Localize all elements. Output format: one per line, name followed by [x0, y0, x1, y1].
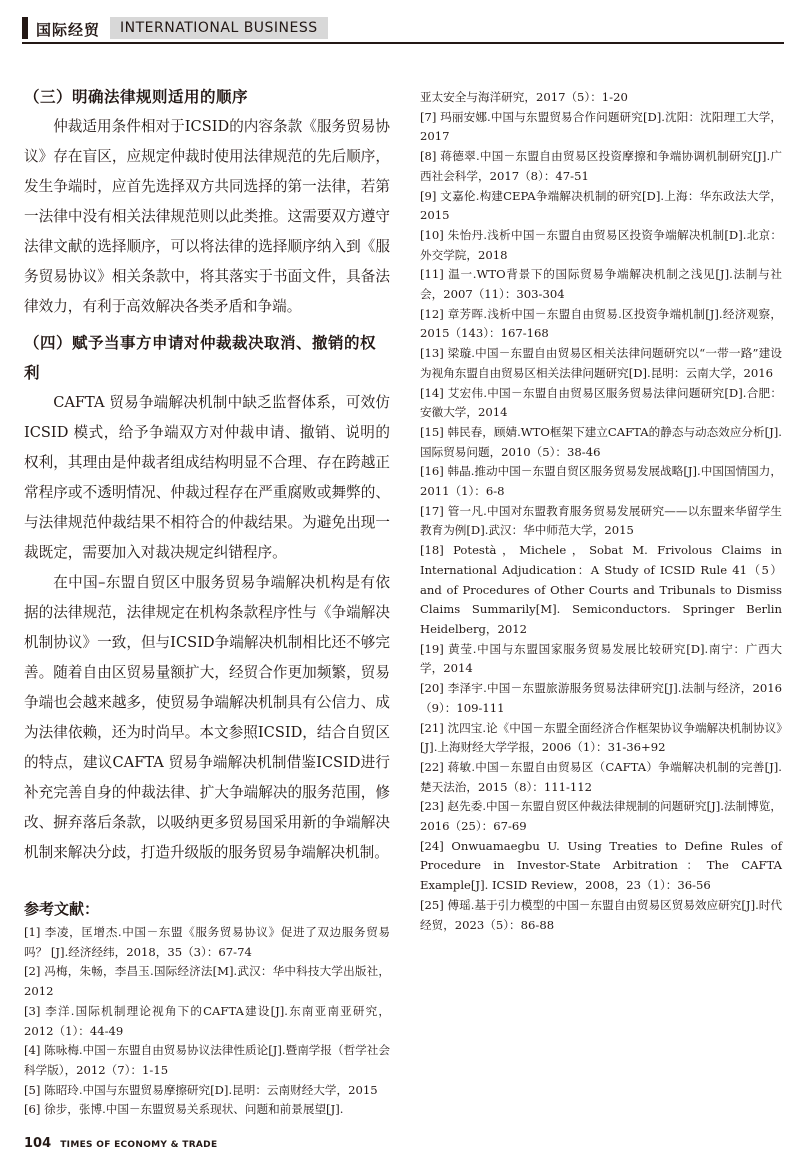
paragraph-2: CAFTA 贸易争端解决机制中缺乏监督体系，可效仿ICSID 模式，给予争端双方对仲裁申请、撤销、说明的权利，其理由是仲裁者组成结构明显不合理、存在跨越正常程序或不透明情况、仲裁过程存在严重腐败或舞弊的、与法律规范仲裁结果不相符合的仲裁结果。为避免出现一裁既定，需要加入对裁决规定纠错程序。 [24, 394, 390, 561]
reference-item: [9] 文嘉伦.构建CEPA争端解决机制的研究[D].上海：华东政法大学，2015 [420, 188, 782, 223]
reference-item: [14] 艾宏伟.中国－东盟自由贸易区服务贸易法律问题研究[D].合肥：安徽大学，2014 [420, 385, 782, 420]
reference-item: [24] Onwuamaegbu U. Using Treaties to Define Rules of Procedure in Investor-State Arbitration：The CAFTA Example[J]. ICSID Review，2008，23（1）：36-56 [420, 838, 782, 893]
reference-item: [7] 玛丽安娜.中国与东盟贸易合作问题研究[D].沈阳：沈阳理工大学，2017 [420, 109, 782, 144]
journal-name: TIMES OF ECONOMY & TRADE [60, 1140, 218, 1150]
reference-item: [2] 冯梅，朱畅，李昌玉.国际经济法[M].武汉：华中科技大学出版社，2012 [24, 964, 390, 999]
reference-item: [8] 蒋德翠.中国－东盟自由贸易区投资摩擦和争端协调机制研究[J].广西社会科学，2017（8）：47-51 [420, 149, 782, 183]
subsection-heading-3: （三）明确法律规则适用的顺序 [24, 87, 249, 106]
paragraph-3: 在中国–东盟自贸区中服务贸易争端解决机构是有依据的法律规范，法律规定在机构条款程序性与《争端解决机制协议》一致，但与ICSID争端解决机制相比还不够完善。随着自由区贸易量额扩大，经贸合作更加频繁，贸易争端也会越来越多，使贸易争端解决机制具有公信力、成为法律依赖，还为时尚早。本文参照ICSID，结合自贸区的特点，建议CAFTA 贸易争端解决机制借鉴ICSID进行补充完善自身的仲裁法律、扩大争端解决的服务范围，修改、摒弃落后条款，以吸纳更多贸易国采用新的争端解决机制来解决分歧，打造升级版的服务贸易争端解决机制。 [24, 574, 390, 861]
reference-item: [15] 韩民春，顾婧.WTO框架下建立CAFTA的静态与动态效应分析[J].国际贸易问题，2010（5）：38-46 [420, 424, 782, 459]
reference-item: [17] 管一凡.中国对东盟教育服务贸易发展研究——以东盟来华留学生教育为例[D].武汉：华中师范大学，2015 [420, 503, 782, 538]
subsection-heading-4: （四）赋予当事方申请对仲裁裁决取消、撤销的权利 [24, 333, 377, 382]
reference-item: [18] Potestà，Michele，Sobat M. Frivolous Claims in International Adjudication：A Study of ICSID Rule 41（5） and of Procedures of Other Courts and Tribunals to Dismiss Claims Summarily[M]. Semiconductors. Springer Berlin Heidelberg，2012 [420, 543, 782, 636]
page-header [22, 15, 784, 41]
section-title-cn: 国际经贸 [36, 21, 101, 39]
reference-item: [22] 蒋敏.中国－东盟自由贸易区（CAFTA）争端解决机制的完善[J].楚天法治，2015（8）：111-112 [420, 759, 782, 794]
reference-item: [20] 李泽宇.中国－东盟旅游服务贸易法律研究[J].法制与经济，2016（9）：109-111 [420, 681, 782, 715]
reference-item: [10] 朱怡丹.浅析中国－东盟自由贸易区投资争端解决机制[D].北京：外交学院，2018 [420, 227, 782, 262]
left-column [24, 60, 390, 1120]
reference-item: [12] 章芳晖.浅析中国－东盟自由贸易.区投资争端机制[J].经济观察，2015（143）：167-168 [420, 306, 782, 341]
reference-item: [1] 李凌，匡增杰.中国－东盟《服务贸易协议》促进了双边服务贸易吗？ [J].经济经纬，2018，35（3）：67-74 [24, 925, 390, 959]
reference-item: [13] 梁璇.中国－东盟自由贸易区相关法律问题研究以“一带一路”建设为视角东盟自由贸易区相关法律问题研究[D].昆明：云南大学，2016 [420, 346, 782, 380]
reference-item: [5] 陈昭玲.中国与东盟贸易摩擦研究[D].昆明：云南财经大学，2015 [24, 1082, 378, 1097]
reference-item: [23] 赵先委.中国－东盟自贸区仲裁法律规制的问题研究[J].法制博览，2016（25）：67-69 [420, 799, 782, 834]
reference-item: [25] 傅瑶.基于引力模型的中国－东盟自由贸易区贸易效应研究[J].时代经贸，2023（5）：86-88 [420, 897, 782, 932]
reference-item: [11] 温一.WTO背景下的国际贸易争端解决机制之浅见[J].法制与社会，2007（11）：303-304 [420, 267, 782, 302]
reference-item: [6] 徐步，张博.中国－东盟贸易关系现状、问题和前景展望[J]. [24, 1102, 344, 1117]
page-number: 104 [24, 1136, 52, 1151]
header-accent-bar [22, 17, 28, 39]
paragraph-1: 仲裁适用条件相对于ICSID的内容条款《服务贸易协议》存在盲区，应规定仲裁时使用法律规范的先后顺序，发生争端时，应首先选择双方共同选择的第一法律，若第一法律中没有相关法律规范则以此类推。这需要双方遵守法律文献的选择顺序，可以将法律的选择顺序纳入到《服务贸易协议》相关条款中，将其落实于书面文件，具备法律效力，有利于高效解决各类矛盾和争端。 [24, 118, 390, 315]
page-footer [24, 1132, 217, 1151]
reference-item: [3] 李洋.国际机制理论视角下的CAFTA建设[J].东南亚南亚研究，2012（1）：44-49 [24, 1003, 390, 1038]
reference-item: [19] 黄莹.中国与东盟国家服务贸易发展比较研究[D].南宁：广西大学，2014 [420, 641, 782, 676]
section-title-en: INTERNATIONAL BUSINESS [110, 17, 328, 39]
header-rule [22, 42, 784, 44]
references-heading: 参考文献： [24, 900, 100, 918]
reference-item: 亚太安全与海洋研究，2017（5）：1-20 [420, 90, 628, 104]
right-column [420, 88, 782, 935]
reference-item: [16] 韩晶.推动中国－东盟自贸区服务贸易发展战略[J].中国国情国力，2011（1）：6-8 [420, 464, 782, 499]
reference-item: [21] 沈四宝.论《中国－东盟全面经济合作框架协议争端解决机制协议》[J].上海财经大学学报，2006（1）：31-36+92 [420, 720, 782, 755]
reference-item: [4] 陈咏梅.中国－东盟自由贸易协议法律性质论[J].暨南学报（哲学社会科学版），2012（7）：1-15 [24, 1043, 390, 1077]
